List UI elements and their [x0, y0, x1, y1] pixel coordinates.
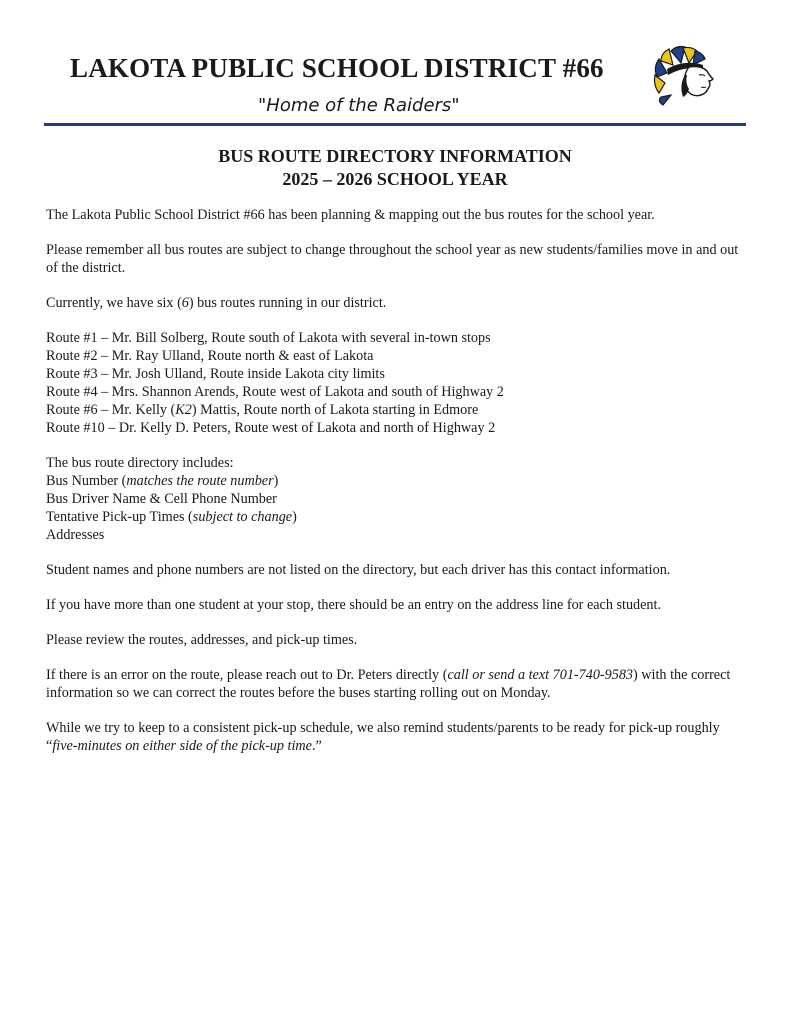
directory-item-bus-number: [46, 472, 746, 490]
route-6-text: Route #6 – Mr. Kelly (: [46, 402, 176, 418]
bus-number-label: Bus Number (: [46, 473, 127, 489]
error-contact-text: If there is an error on the route, please reach out to Dr. Peters directly (: [46, 667, 448, 683]
directory-contents: [46, 454, 746, 544]
route-item-6: [46, 401, 746, 419]
document-heading: [44, 145, 746, 191]
raider-head-logo-icon: [649, 45, 721, 107]
route-item-4: Route #4 – Mrs. Shannon Arends, Route west of Lakota and south of Highway 2: [46, 384, 504, 400]
letterhead: [44, 40, 746, 126]
district-name: LAKOTA PUBLIC SCHOOL DISTRICT #66: [70, 53, 604, 83]
header-divider: [44, 123, 746, 126]
error-contact-paragraph: [46, 666, 746, 702]
pickup-window-text: While we try to keep to a consistent pick-up schedule, we also remind students/parents to be ready for pick-up roughly “: [46, 720, 720, 754]
directory-intro: The bus route directory includes:: [46, 455, 234, 471]
district-motto: "Home of the Raiders": [258, 95, 460, 116]
route-item-3: Route #3 – Mr. Josh Ulland, Route inside Lakota city limits: [46, 366, 385, 382]
directory-item-addresses: Addresses: [46, 527, 105, 543]
times-label: Tentative Pick-up Times (: [46, 509, 193, 525]
close-paren: ): [292, 509, 297, 525]
route-6-text-end: ) Mattis, Route north of Lakota starting in Edmore: [191, 402, 479, 418]
routes-count-text-end: ) bus routes running in our district.: [188, 295, 387, 311]
document-body: [46, 206, 746, 755]
error-contact-text-end: ) with the correct information so we can correct the routes before the buses starting rolling out on Monday.: [46, 667, 731, 701]
routes-count-text: Currently, we have six (: [46, 295, 182, 311]
route-item-1: Route #1 – Mr. Bill Solberg, Route south of Lakota with several in-town stops: [46, 330, 491, 346]
pickup-window-quote: five-minutes on either side of the pick-up time: [52, 738, 312, 754]
route-6-nickname: K2: [175, 402, 192, 418]
document-title: BUS ROUTE DIRECTORY INFORMATION: [218, 146, 572, 166]
bus-number-note: matches the route number: [126, 473, 274, 489]
directory-item-times: [46, 508, 746, 526]
intro-paragraph: The Lakota Public School District #66 has been planning & mapping out the bus routes for the school year.: [46, 207, 655, 223]
pickup-window-paragraph: [46, 719, 746, 755]
close-paren: ): [273, 473, 279, 489]
school-year: 2025 – 2026 SCHOOL YEAR: [282, 169, 508, 189]
routes-count-paragraph: [46, 294, 746, 312]
change-notice-paragraph: Please remember all bus routes are subject to change throughout the school year as new students/families move in and out of the district.: [46, 242, 739, 276]
route-list: [46, 329, 746, 437]
directory-item-driver: Bus Driver Name & Cell Phone Number: [46, 491, 277, 507]
pickup-window-text-end: .”: [311, 738, 322, 754]
privacy-note-paragraph: Student names and phone numbers are not listed on the directory, but each driver has this contact information.: [46, 562, 671, 578]
review-paragraph: Please review the routes, addresses, and pick-up times.: [46, 632, 358, 648]
multiple-students-paragraph: If you have more than one student at your stop, there should be an entry on the address line for each student.: [46, 597, 662, 613]
contact-phone: call or send a text 701-740-9583: [447, 667, 634, 683]
route-item-10: Route #10 – Dr. Kelly D. Peters, Route west of Lakota and north of Highway 2: [46, 420, 496, 436]
routes-count-number: 6: [181, 295, 189, 311]
times-note: subject to change: [192, 509, 293, 525]
route-item-2: Route #2 – Mr. Ray Ulland, Route north & east of Lakota: [46, 348, 374, 364]
